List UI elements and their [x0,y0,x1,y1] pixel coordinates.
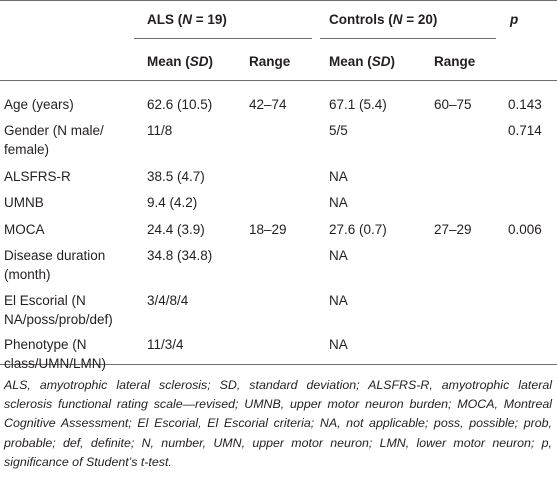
header-controls-mean-sd: Mean (SD) [329,54,396,69]
cell-ctrl-mean: NA [329,169,348,184]
header-controls-group: Controls (N = 20) [329,12,438,27]
cell-als-mean: 38.5 (4.7) [147,169,205,184]
cell-als-mean: 11/3/4 [147,337,184,352]
cell-als-mean: 62.6 (10.5) [147,97,213,112]
cell-p: 0.714 [508,123,542,138]
row-label: female) [4,142,50,157]
row-label: Phenotype (N [4,337,87,352]
als-group-underline [134,38,312,39]
cell-ctrl-range: 27–29 [434,222,472,237]
cell-als-mean: 11/8 [147,123,173,138]
row-label: class/UMN/LMN) [4,356,107,371]
cell-als-mean: 34.8 (34.8) [147,248,213,263]
header-als-range: Range [249,54,291,69]
cell-ctrl-mean: 5/5 [329,123,348,138]
cell-ctrl-mean: NA [329,337,348,352]
header-als-mean-sd: Mean (SD) [147,54,214,69]
controls-group-underline [320,38,496,39]
cell-ctrl-mean: 27.6 (0.7) [329,222,387,237]
row-label: Disease duration [4,248,106,263]
cell-als-mean: 9.4 (4.2) [147,195,198,210]
cell-als-mean: 3/4/8/4 [147,293,189,308]
cell-ctrl-mean: NA [329,248,348,263]
row-label: (month) [4,267,51,282]
row-label: Gender (N male/ [4,123,104,138]
row-label: Age (years) [4,97,74,112]
cell-ctrl-range: 60–75 [434,97,472,112]
row-label: El Escorial (N [4,293,86,308]
cell-p: 0.006 [508,222,542,237]
cell-als-mean: 24.4 (3.9) [147,222,205,237]
row-label: MOCA [4,222,45,237]
header-bottom-rule [0,80,557,81]
cell-als-range: 18–29 [249,222,287,237]
cell-ctrl-mean: NA [329,195,348,210]
header-controls-range: Range [434,54,476,69]
header-als-group: ALS (N = 19) [147,12,227,27]
cell-ctrl-mean: NA [329,293,348,308]
table-footnote: ALS, amyotrophic lateral sclerosis; SD, standard deviation; ALSFRS-R, amyotrophic lateral sclerosis functional rating scale—revised; UMNB, upper motor neuron burden; MOCA, Montreal Cognitive Assessment; El Escorial, El Escorial criteria; NA, not applicable; poss, possible; prob, probable; def, definite; N, number, UMN, upper motor neuron; LMN, lower motor neuron; p, significance of Student’s t-test. [4,378,552,469]
cell-p: 0.143 [508,97,542,112]
row-label: NA/poss/prob/def) [4,312,113,327]
row-label: ALSFRS-R [4,169,71,184]
cell-als-range: 42–74 [249,97,287,112]
header-p: p [510,12,519,27]
row-label: UMNB [4,195,44,210]
cell-ctrl-mean: 67.1 (5.4) [329,97,387,112]
table-top-rule [0,0,557,1]
